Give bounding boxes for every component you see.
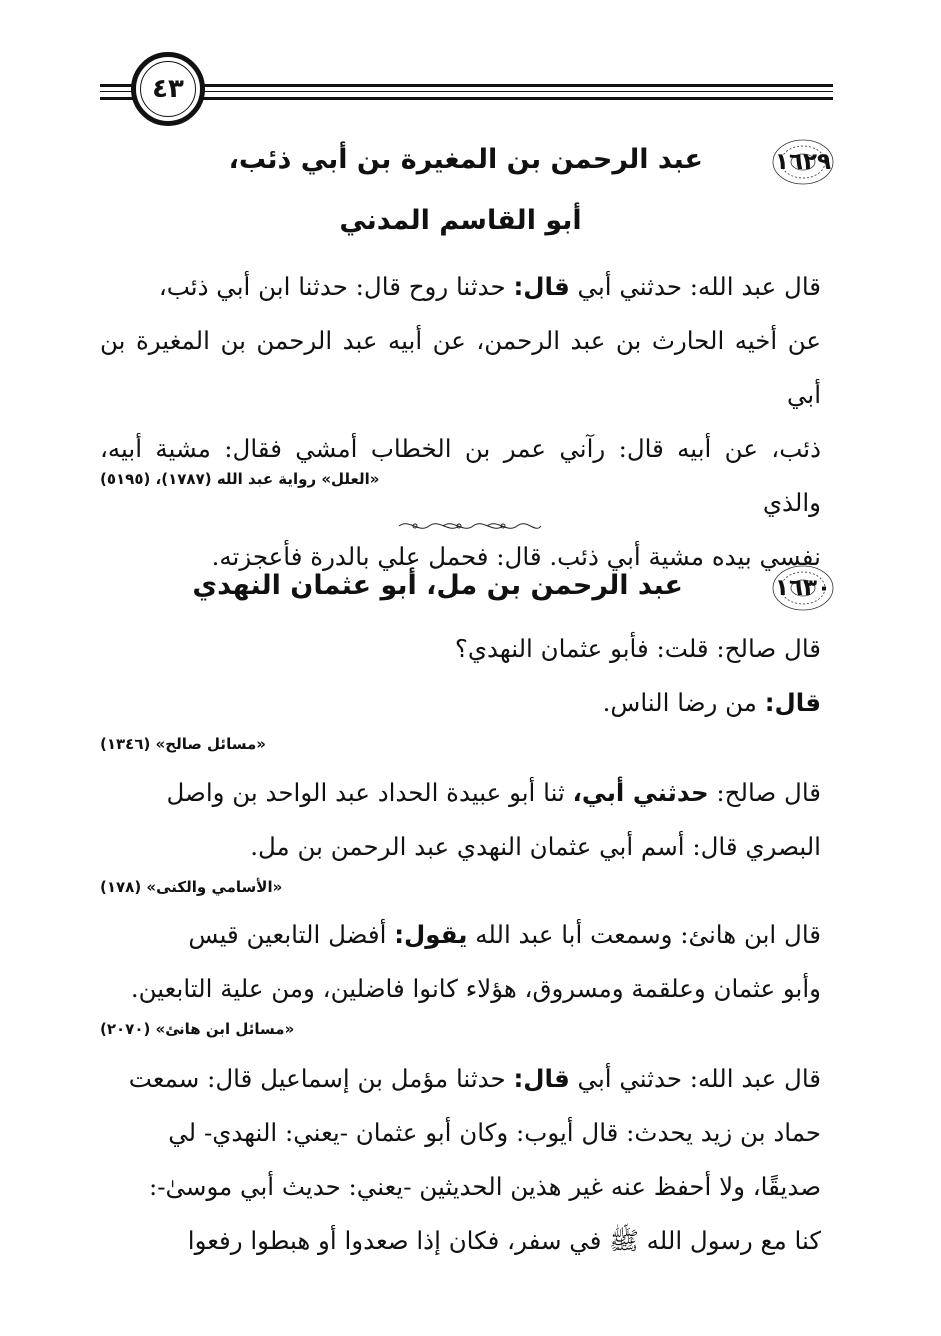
page-number: ٤٣ bbox=[131, 52, 205, 126]
text-line: كنا مع رسول الله ﷺ في سفر، فكان إذا صعدوا أو هبطوا رفعوا bbox=[187, 1226, 821, 1255]
entry-number-badge bbox=[769, 562, 837, 614]
entry-title: عبد الرحمن بن مل، أبو عثمان النهدي bbox=[192, 570, 683, 601]
text-line: حماد بن زيد يحدث: قال أيوب: وكان أبو عثمان -يعني: النهدي- لي bbox=[168, 1118, 821, 1147]
header-rule-top bbox=[100, 84, 833, 87]
text-line: البصري قال: أسم أبي عثمان النهدي عبد الرحمن بن مل. bbox=[250, 832, 821, 861]
entry-title: عبد الرحمن بن المغيرة بن أبي ذئب، bbox=[228, 144, 703, 175]
text-line: قال: من رضا الناس. bbox=[602, 688, 821, 717]
source-citation: «مسائل صالح» (١٣٤٦) bbox=[100, 735, 266, 753]
source-citation: «العلل» رواية عبد الله (١٧٨٧)، (٥١٩٥) bbox=[100, 470, 380, 488]
narration-paragraph bbox=[100, 260, 821, 584]
entry-number-badge bbox=[769, 136, 837, 188]
divider-ornament-icon bbox=[395, 518, 545, 534]
source-citation: «الأسامي والكنى» (١٧٨) bbox=[100, 878, 283, 896]
narration-paragraph bbox=[100, 908, 821, 1016]
entry-subtitle: أبو القاسم المدني bbox=[339, 205, 582, 236]
text-line: قال عبد الله: حدثني أبي قال: حدثنا مؤمل بن إسماعيل قال: سمعت bbox=[128, 1064, 821, 1093]
text-line: نفسي بيده مشية أبي ذئب. قال: فحمل علي بالدرة فأعجزته. bbox=[211, 542, 821, 571]
text-line: قال ابن هانئ: وسمعت أبا عبد الله يقول: أفضل التابعين قيس bbox=[188, 920, 821, 949]
text-line: قال صالح: حدثني أبي، ثنا أبو عبيدة الحداد عبد الواحد بن واصل bbox=[166, 778, 821, 807]
text-line: وأبو عثمان وعلقمة ومسروق، هؤلاء كانوا فاضلين، ومن علية التابعين. bbox=[130, 974, 821, 1003]
narration-paragraph bbox=[100, 766, 821, 874]
header-rule-bottom bbox=[100, 97, 833, 100]
entry-number: ١٦٢٩ bbox=[774, 149, 832, 175]
text-line: قال عبد الله: حدثني أبي قال: حدثنا روح قال: حدثنا ابن أبي ذئب، bbox=[158, 272, 821, 301]
narration-paragraph bbox=[100, 1052, 821, 1268]
text-line: صديقًا، ولا أحفظ عنه غير هذين الحديثين -يعني: حديث أبي موسىٰ-: bbox=[148, 1172, 821, 1201]
text-line: عن أخيه الحارث بن عبد الرحمن، عن أبيه عبد الرحمن بن المغيرة بن أبي bbox=[100, 326, 821, 409]
text-line: ذئب، عن أبيه قال: رآني عمر بن الخطاب أمشي فقال: مشية أبيه، والذي bbox=[100, 434, 821, 517]
header-rule-middle bbox=[100, 91, 833, 92]
entry-number: ١٦٣٠ bbox=[774, 575, 832, 601]
text-line: قال صالح: قلت: فأبو عثمان النهدي؟ bbox=[454, 634, 821, 663]
source-citation: «مسائل ابن هانئ» (٢٠٧٠) bbox=[100, 1020, 295, 1038]
narration-paragraph bbox=[100, 622, 821, 730]
